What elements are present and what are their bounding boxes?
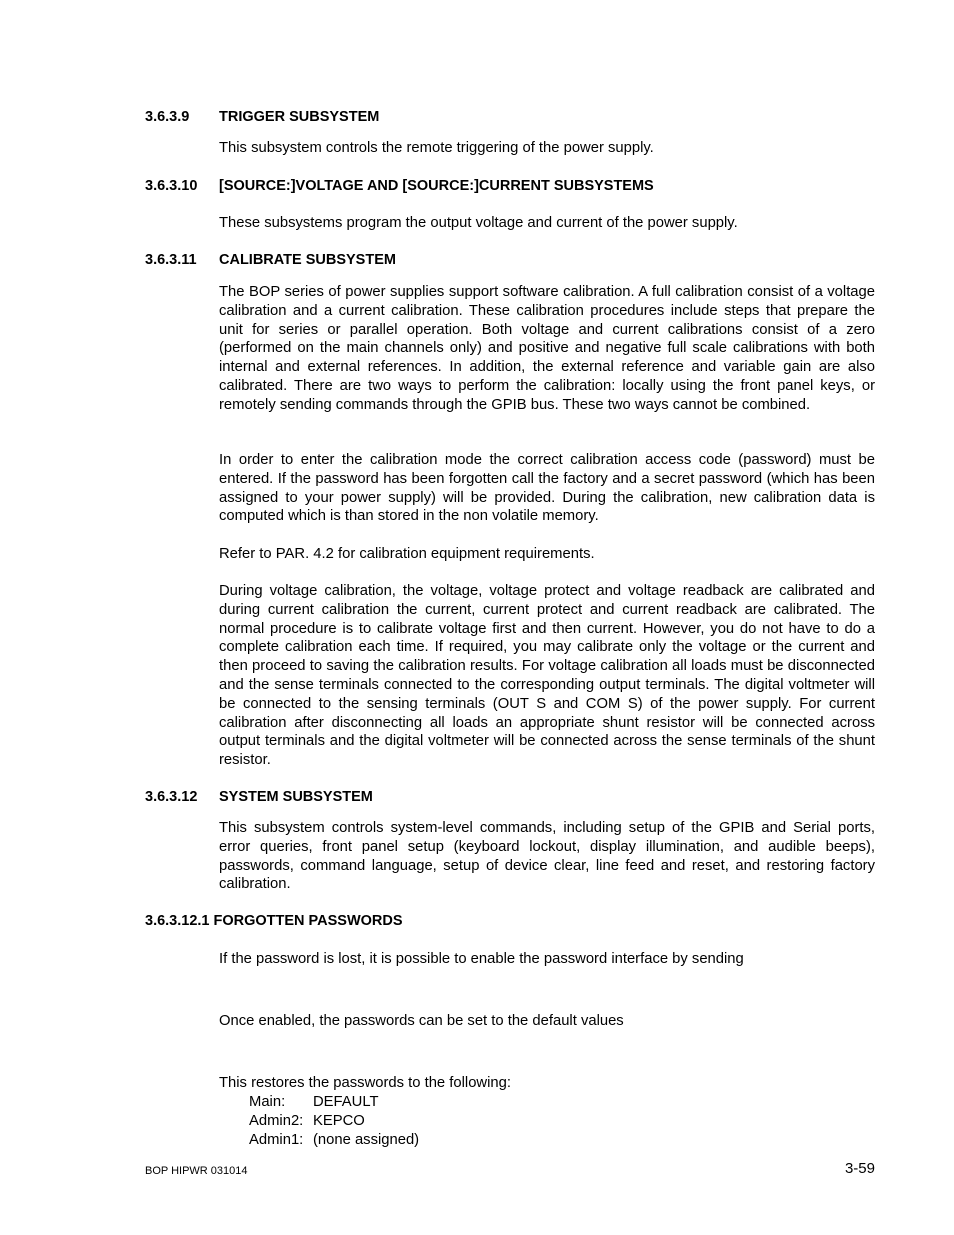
password-label: Admin1: (249, 1132, 304, 1148)
password-label: Main: (249, 1094, 286, 1110)
section-number: 3.6.3.12 (145, 789, 198, 805)
password-row-main (249, 1093, 419, 1112)
heading-trigger-subsystem (145, 108, 379, 126)
section-number: 3.6.3.10 (145, 178, 198, 194)
heading-forgotten-passwords (145, 912, 403, 930)
footer-page-number: 3-59 (844, 1160, 875, 1177)
section-title: FORGOTTEN PASSWORDS (213, 913, 403, 929)
calibrate-paragraph-3: Refer to PAR. 4.2 for calibration equipment requirements. (219, 546, 595, 562)
default-password-list (249, 1093, 419, 1150)
footer-document-id: BOP HIPWR 031014 (145, 1165, 248, 1177)
heading-source-subsystems (145, 177, 654, 195)
section-number: 3.6.3.9 (145, 109, 190, 125)
section-title: [SOURCE:]VOLTAGE AND [SOURCE:]CURRENT SUBSYSTEMS (219, 178, 654, 194)
forgotten-paragraph-2: Once enabled, the passwords can be set to the default values (219, 1013, 624, 1029)
calibrate-paragraph-1: The BOP series of power supplies support software calibration. A full calibration consist of a voltage calibration and a current calibration. These calibration procedures include steps that prepare the unit for series or parallel operation. Both voltage and current calibrations consist of a zero (performed on the main channels only) and positive and negative full scale calibrations with both internal and external references. In addition, the external reference and variable gain are also calibrated. There are two ways to perform the calibration: locally using the front panel keys, or remotely sending commands through the GPIB bus. These two ways cannot be combined. (219, 284, 875, 413)
heading-calibrate-subsystem (145, 251, 396, 269)
password-label: Admin2: (249, 1113, 304, 1129)
forgotten-paragraph-1: If the password is lost, it is possible to enable the password interface by sending (219, 951, 744, 967)
password-value: (none assigned) (313, 1132, 420, 1148)
password-value: KEPCO (313, 1113, 365, 1129)
password-value: DEFAULT (313, 1094, 379, 1110)
section-number: 3.6.3.12.1 (145, 913, 210, 929)
password-row-admin1 (249, 1131, 419, 1150)
source-description: These subsystems program the output voltage and current of the power supply. (219, 215, 738, 231)
heading-system-subsystem (145, 788, 373, 806)
calibrate-paragraph-2: In order to enter the calibration mode the correct calibration access code (password) must be entered. If the password has been forgotten call the factory and a secret password (which has been assigned to your power supply) will be provided. During the calibration, new calibration data is computed which is than stored in the non volatile memory. (219, 452, 875, 525)
section-number: 3.6.3.11 (145, 252, 197, 268)
password-row-admin2 (249, 1112, 419, 1131)
system-description: This subsystem controls system-level commands, including setup of the GPIB and Serial ports, error queries, front panel setup (keyboard lockout, display illumination, and audible beeps), passwords, command language, setup of device clear, line feed and reset, and restoring factory calibration. (219, 820, 875, 893)
section-title: CALIBRATE SUBSYSTEM (219, 252, 396, 268)
calibrate-paragraph-4: During voltage calibration, the voltage, voltage protect and voltage readback are calibrated and during current calibration the current, current protect and current readback are calibrated. The normal procedure is to calibrate voltage first and then current. However, you do not have to do a complete calibration each time. If required, you may calibrate only the voltage or the current and then proceed to saving the calibration results. For voltage calibration all loads must be disconnected and the sense terminals connected to the corresponding output terminals. The digital voltmeter will be connected to the sensing terminals (OUT S and COM S) of the power supply. For current calibration after disconnecting all loads an appropriate shunt resistor will be connected across output terminals and the digital voltmeter will be connected across the sense terminals of the shunt resistor. (219, 583, 875, 769)
forgotten-paragraph-3: This restores the passwords to the following: (219, 1075, 511, 1091)
trigger-description: This subsystem controls the remote triggering of the power supply. (219, 140, 654, 156)
section-title: TRIGGER SUBSYSTEM (219, 109, 380, 125)
section-title: SYSTEM SUBSYSTEM (219, 789, 373, 805)
